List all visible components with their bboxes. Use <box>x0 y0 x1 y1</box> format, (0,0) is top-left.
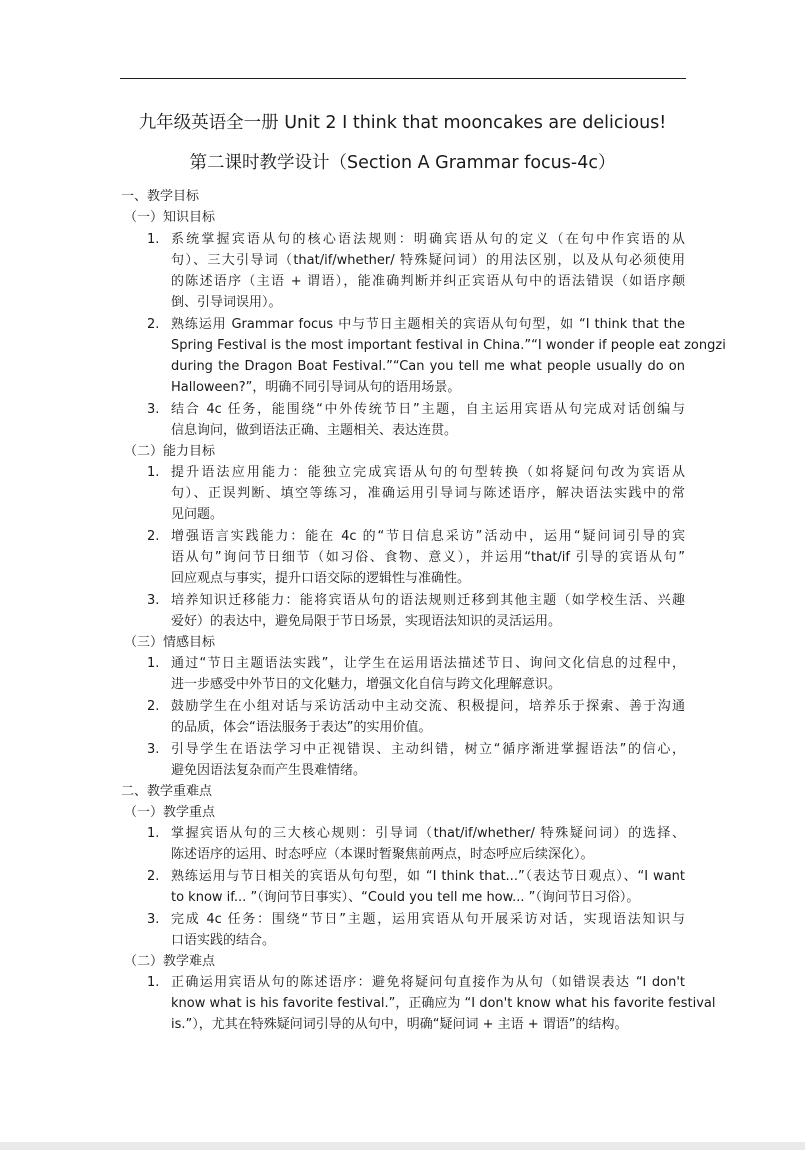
subsection-heading: （一）教学重点 <box>124 805 216 820</box>
subsection-heading: （二）能力目标 <box>124 444 216 459</box>
item-text-line: 掌握宾语从句的三大核心规则：引导词（that/if/whether/ 特殊疑问词）的选择、 <box>171 826 685 841</box>
item-text-line: 语从句”询问节日细节（如习俗、食物、意义），并运用“that/if 引导的宾语从句” <box>171 550 685 565</box>
item-text-line: 熟练运用 Grammar focus 中与节日主题相关的宾语从句句型，如 “I think that the <box>171 317 685 332</box>
item-text-line: 熟练运用与节日相关的宾语从句句型，如 “I think that...”（表达节日观点）、“I want <box>171 869 685 884</box>
item-text-line: 的品质，体会“语法服务于表达”的实用价值。 <box>171 720 432 735</box>
item-text-line: is.”），尤其在特殊疑问词引导的从句中，明确“疑问词 + 主语 + 谓语”的结构。 <box>171 1017 628 1032</box>
item-text-line: 回应观点与事实，提升口语交际的逻辑性与准确性。 <box>171 571 471 586</box>
item-text-line: 进一步感受中外节日的文化魅力，增强文化自信与跨文化理解意识。 <box>171 677 562 692</box>
item-text-line: 信息询问，做到语法正确、主题相关、表达连贯。 <box>171 423 458 438</box>
header-rule <box>120 78 686 79</box>
item-text-line: 引导学生在语法学习中正视错误、主动纠错，树立“循序渐进掌握语法”的信心， <box>171 742 685 757</box>
subsection-heading: （三）情感目标 <box>124 635 216 650</box>
item-text-line: Halloween?”，明确不同引导词从句的语用场景。 <box>171 380 461 395</box>
item-number: 2. <box>147 317 160 332</box>
section-heading: 一、教学目标 <box>121 189 200 204</box>
item-number: 2. <box>147 869 160 884</box>
doc-subtitle: 第二课时教学设计（Section A Grammar focus-4c） <box>189 153 616 173</box>
item-text-line: 倒、引导词误用）。 <box>171 295 282 310</box>
item-text-line: 爱好）的表达中，避免局限于节日场景，实现语法知识的灵活运用。 <box>171 614 562 629</box>
item-number: 1. <box>147 465 160 480</box>
item-text-line: know what is his favorite festival.”，正确应为 “I don't know what his favorite festival <box>171 996 716 1011</box>
item-number: 1. <box>147 975 160 990</box>
item-text-line: 句）、三大引导词（that/if/whether/ 特殊疑问词）的用法区别，以及从句必须使用 <box>171 253 685 268</box>
item-number: 3. <box>147 402 160 417</box>
item-text-line: 正确运用宾语从句的陈述语序：避免将疑问句直接作为从句（如错误表达 “I don't <box>171 975 685 990</box>
item-text-line: 结合 4c 任务，能围绕“中外传统节日”主题，自主运用宾语从句完成对话创编与 <box>171 402 685 417</box>
item-text-line: 通过“节日主题语法实践”，让学生在运用语法描述节日、询问文化信息的过程中， <box>171 656 685 671</box>
item-number: 2. <box>147 529 160 544</box>
item-text-line: 提升语法应用能力：能独立完成宾语从句的句型转换（如将疑问句改为宾语从 <box>171 465 685 480</box>
item-text-line: 鼓励学生在小组对话与采访活动中主动交流、积极提问，培养乐于探索、善于沟通 <box>171 699 685 714</box>
item-text-line: 的陈述语序（主语 + 谓语），能准确判断并纠正宾语从句中的语法错误（如语序颠 <box>171 274 685 289</box>
section-heading: 二、教学重难点 <box>121 784 213 799</box>
item-number: 3. <box>147 912 160 927</box>
item-number: 3. <box>147 742 160 757</box>
item-number: 1. <box>147 826 160 841</box>
item-text-line: 句）、正误判断、填空等练习，准确运用引导词与陈述语序，解决语法实践中的常 <box>171 486 685 501</box>
item-text-line: Spring Festival is the most important festival in China.”“I wonder if people eat zongzi <box>171 338 726 353</box>
item-text-line: 口语实践的结合。 <box>171 933 276 948</box>
subsection-heading: （二）教学难点 <box>124 954 216 969</box>
item-text-line: during the Dragon Boat Festival.”“Can you tell me what people usually do on <box>171 359 685 374</box>
item-text-line: 完成 4c 任务：围绕“节日”主题，运用宾语从句开展采访对话，实现语法知识与 <box>171 912 685 927</box>
subsection-heading: （一）知识目标 <box>124 210 216 225</box>
item-number: 2. <box>147 699 160 714</box>
item-number: 3. <box>147 593 160 608</box>
item-text-line: 系统掌握宾语从句的核心语法规则：明确宾语从句的定义（在句中作宾语的从 <box>171 232 685 247</box>
item-text-line: 见问题。 <box>171 507 224 522</box>
item-number: 1. <box>147 232 160 247</box>
item-text-line: 避免因语法复杂而产生畏难情绪。 <box>171 763 367 778</box>
item-number: 1. <box>147 656 160 671</box>
item-text-line: 培养知识迁移能力：能将宾语从句的语法规则迁移到其他主题（如学校生活、兴趣 <box>171 593 685 608</box>
item-text-line: 陈述语序的运用、时态呼应（本课时暂聚焦前两点，时态呼应后续深化）。 <box>171 847 594 862</box>
doc-title: 九年级英语全一册 Unit 2 I think that mooncakes are delicious! <box>138 113 667 133</box>
item-text-line: to know if... ”（询问节日事实）、“Could you tell me how... ”（询问节日习俗）。 <box>171 890 640 905</box>
item-text-line: 增强语言实践能力：能在 4c 的“节日信息采访”活动中，运用“疑问词引导的宾 <box>171 529 685 544</box>
